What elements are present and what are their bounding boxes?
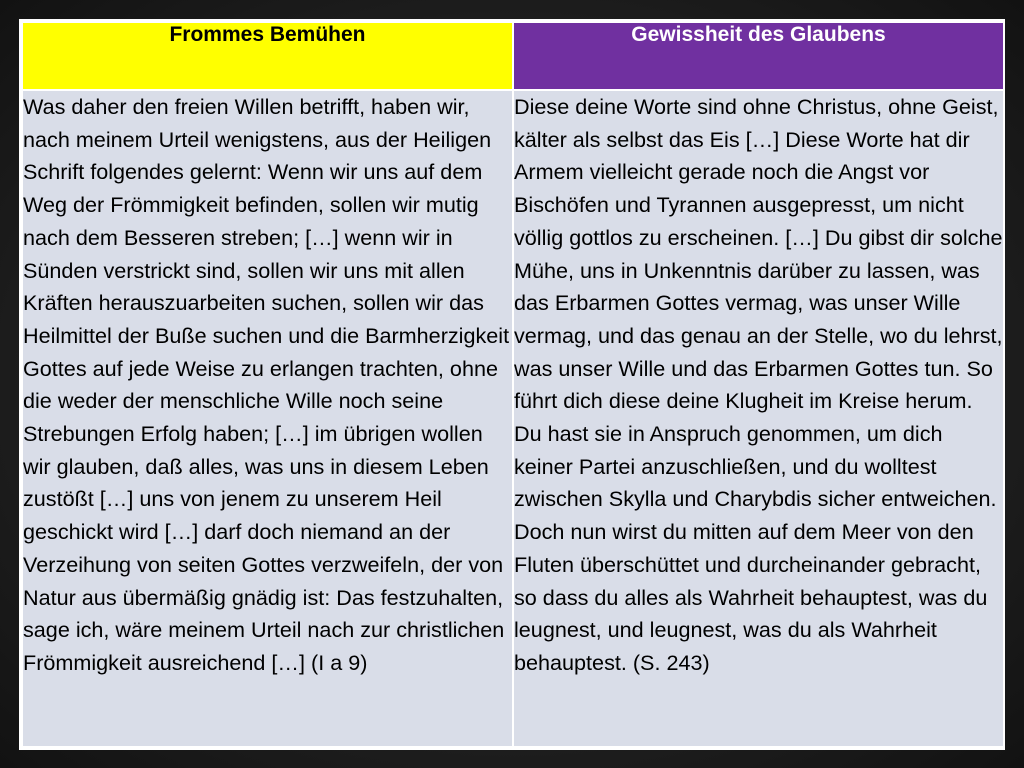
header-gewissheit-des-glaubens: Gewissheit des Glaubens: [513, 22, 1004, 90]
comparison-table: [21, 21, 1005, 748]
table-body-row: [22, 90, 1004, 747]
quote-left-text: Was daher den freien Willen betrifft, haben wir, nach meinem Urteil wenigstens, aus der Heiligen Schrift folgendes gelernt: Wenn wir uns auf dem Weg der Frömmigkeit befinden, sollen wir mutig nach dem Besseren streben; […] wenn wir in Sünden verstrickt sind, sollen wir uns mit allen Kräften herauszuarbeiten suchen, sollen wir das Heilmittel der Buße suchen und die Barmherzigkeit Gottes auf jede Weise zu erlangen trachten, ohne die weder der menschliche Wille noch seine Strebungen Erfolg haben; […] im übrigen wollen wir glauben, daß alles, was uns in diesem Leben zustößt […] uns von jenem zu unserem Heil geschickt wird […] darf doch niemand an der Verzeihung von seiten Gottes verzweifeln, der von Natur aus übermäßig gnädig ist: Das festzuhalten, sage ich, wäre meinem Urteil nach zur christlichen Frömmigkeit ausreichend […] (I a 9): [23, 94, 510, 675]
cell-right: [513, 90, 1004, 747]
cell-left: [22, 90, 513, 747]
quote-right-text: Diese deine Worte sind ohne Christus, ohne Geist, kälter als selbst das Eis […] Diese Worte hat dir Armem vielleicht gerade noch die Angst vor Bischöfen und Tyrannen ausgepresst, um nicht völlig gottlos zu erscheinen. […] Du gibst dir solche Mühe, uns in Unkenntnis darüber zu lassen, was das Erbarmen Gottes vermag, was unser Wille vermag, und das genau an der Stelle, wo du lehrst, was unser Wille und das Erbarmen Gottes tun. So führt dich diese deine Klugheit im Kreise herum. Du hast sie in Anspruch genommen, um dich keiner Partei anzuschließen, und du wolltest zwischen Skylla und Charybdis sicher entweichen. Doch nun wirst du mitten auf dem Meer von den Fluten überschüttet und durcheinander gebracht, so dass du alles als Wahrheit behauptest, was du leugnest, und leugnest, was du als Wahrheit behauptest. (S. 243): [514, 94, 1003, 675]
header-frommes-bemuehen: Frommes Bemühen: [22, 22, 513, 90]
slide-frame: [19, 19, 1005, 750]
table-header-row: [22, 22, 1004, 90]
